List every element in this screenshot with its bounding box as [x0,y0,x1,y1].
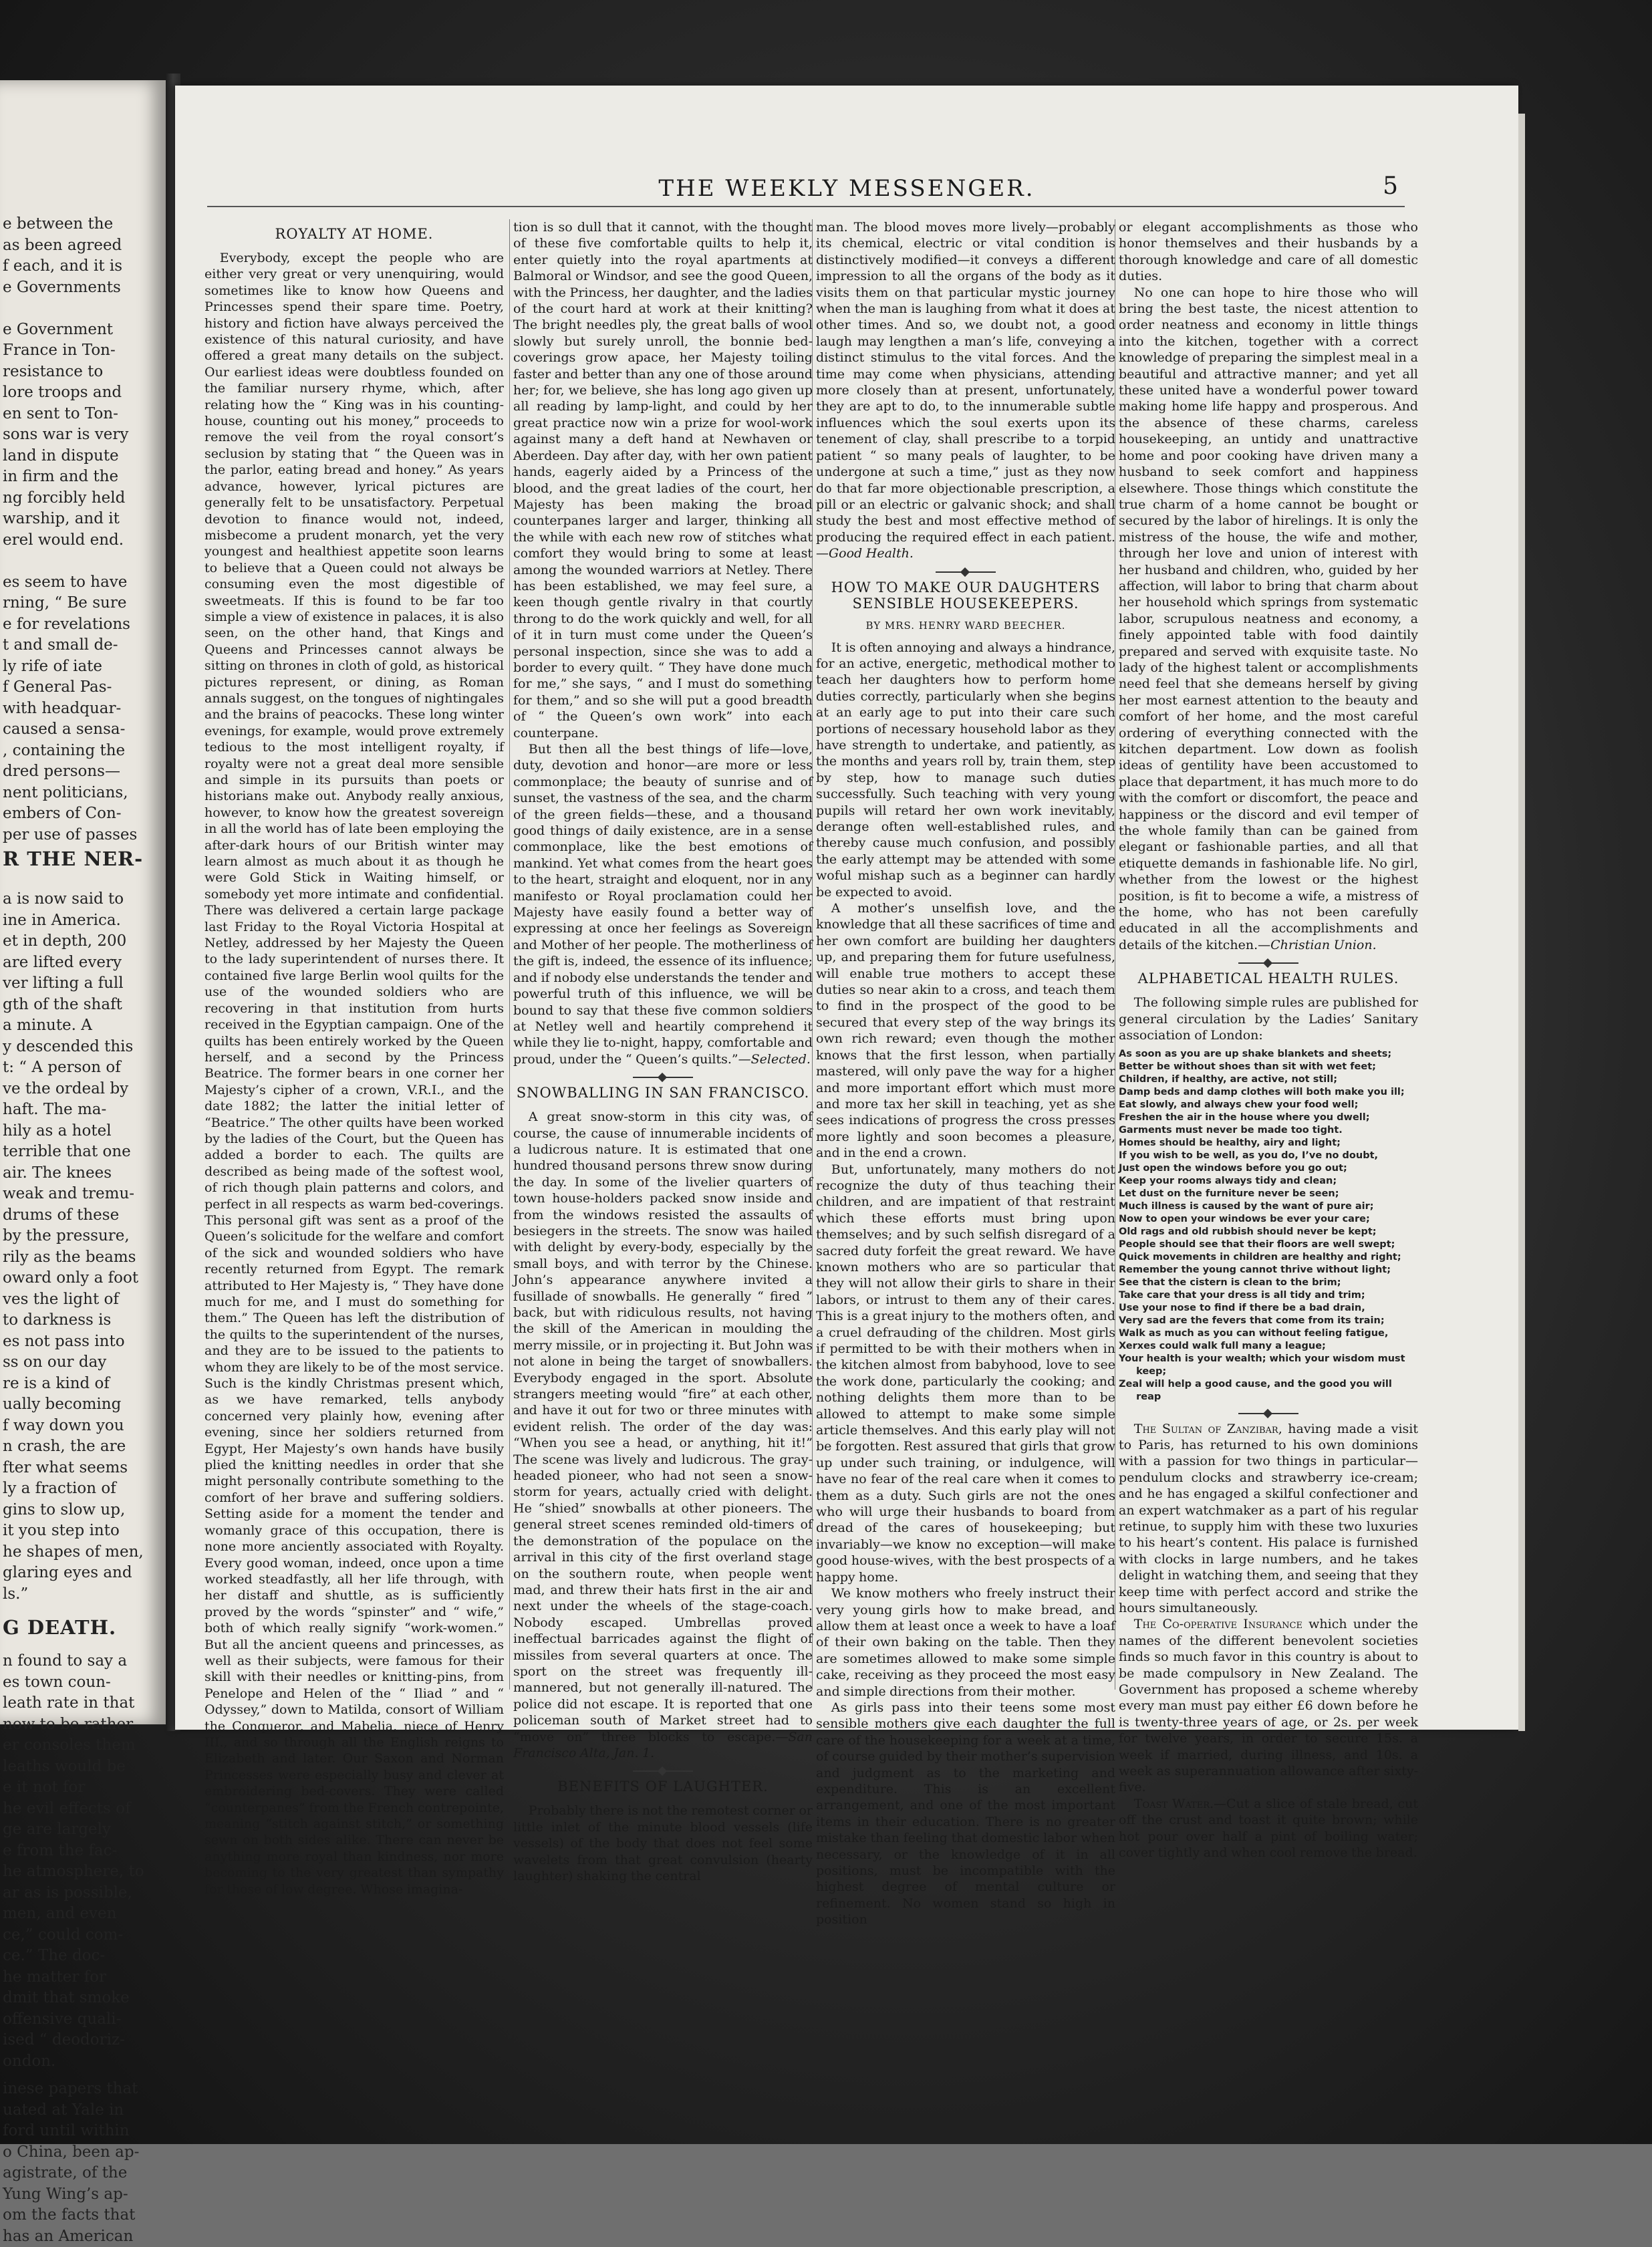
left-fragment-line: uated at Yale in [3,2100,160,2121]
article-body: The following simple rules are published for general circulation by the Ladies’ Sanitary association of London: [1119,995,1418,1043]
left-fragment-line: as been agreed [3,235,160,257]
article-body: Toast Water.—Cut a slice of stale bread, cut off the crust and toast it quite brown; while hot pour over half a pint of boiling water; cover tightly and when cool remove the bread. [1119,1796,1418,1861]
left-fragment-line: dmit that smoke [3,1988,160,2009]
left-fragment-line: rily as the beams [3,1247,160,1269]
left-fragment-line: t and small de- [3,635,160,656]
health-rule: Remember the young cannot thrive without light; [1119,1264,1418,1277]
left-fragment-line: e between the [3,214,160,235]
left-fragment-line: warship, and it [3,509,160,530]
left-fragment-heading-2: G DEATH. [3,1617,160,1639]
left-fragment-line: terrible that one [3,1142,160,1163]
header-rule [207,206,1405,207]
left-fragment-line: en sent to Ton- [3,404,160,425]
left-fragment-line: e Government [3,319,160,341]
left-fragment-line: f General Pas- [3,677,160,698]
left-fragment-line: he matter for [3,1967,160,1988]
left-fragment-line: air. The knees [3,1163,160,1184]
article-credit: San Francisco Alta, Jan. 1. [513,1730,813,1760]
left-fragment-line: fter what seems [3,1458,160,1479]
left-fragment-line: dred persons— [3,761,160,783]
article-body: No one can hope to hire those who will bring the best taste, the nicest attention to order neatness and economy in little things into the kitchen, together with a correct knowledge of preparing the simplest meal in a beautiful and attractive manner; and yet all these united have a wonderful power toward making home life happy and prosperous. And the absence of these charms, careless housekeeping, an untidy and unattractive home and poor cooking have driven many a husband to seek comfort and happiness elsewhere. Those things which constitute the true charm of a home cannot be bought or secured by the labor of hirelings. It is only the mistress of the house, the wife and mother, through her love and union of interest with her husband and children, who, guided by her affection, will labor to bring that charm about her household which springs from systematic labor, scrupulous neatness and economy, a finely appointed table with food daintily prepared and served with exquisite taste. No lady of the highest talent or accomplishments need feel that she demeans herself by giving her most earnest attention to the beauty and comfort of her home, and the most careful ordering of everything connected with the kitchen department. Low down as foolish ideas of gentility have been accustomed to place that department, it has much more to do with the comfort or discomfort, the peace and happiness or the discord and evil temper of the whole family than can be gained from elegant or fashionable parties, and all that etiquette demands in fashionable life. No girl, whether from the lowest or the highest position, is fit to become a wife, a mistress of the home, who has not been carefully educated in all the accomplishments and details of the kitchen.—Christian Union. [1119,285,1418,954]
left-fragment-line: ve the ordeal by [3,1079,160,1100]
left-fragment-line: embers of Con- [3,803,160,825]
left-fragment-line: a is now said to [3,889,160,910]
left-fragment-line: has an American [3,2226,160,2247]
left-fragment-line: ine in America. [3,910,160,932]
left-fragment-line: Yung Wing’s ap- [3,2184,160,2206]
article-body: A great snow-storm in this city was, of course, the cause of innumerable incidents of a ludicrous nature. It is estimated that one hundred thousand persons threw snow during the day. In some of the livelier quarters of town house-holders packed snow inside and from the windows resisted the assaults of besiegers in the streets. The snow was hailed with delight by every-body, especially by the small boys, and with terror by the Chinese. John’s appearance anywhere invited a fusillade of snowballs. He generally “ fired ” back, but with ridiculous results, not having the skill of the American in moulding the merry missile, or in projecting it. But John was not alone in being the target of snowballers. Everybody engaged in the sport. Absolute strangers meeting would “fire” at each other, and have it out for two or three minutes with evident relish. The order of the day was: “When you see a head, or anything, hit it!” The scene was lively and ludicrous. The gray-headed pioneer, who had not seen a snow-storm for years, actually cried with delight. He “shied” snowballs at other pioneers. The general street scenes reminded old-timers of the demonstration of the populace on the arrival in this city of the first overland stage on the southern route, when people went mad, and threw their hats first in the air and next under the wheels of the stage-coach. Nobody escaped. Umbrellas proved ineffectual barricades against the flight of missiles from several quarters at once. The sport on the street was frequently ill-mannered, but not generally ill-natured. The police did not escape. It is reported that one policeman south of Market street had to “move on” three blocks to escape.—San Francisco Alta, Jan. 1. [513,1109,813,1761]
article-separator [633,1077,693,1078]
column-3 [816,219,1115,1690]
article-credit: Christian Union. [1270,938,1377,952]
left-fragment-line: ng forcibly held [3,488,160,509]
left-fragment-line: om the facts that [3,2205,160,2226]
left-fragment-line: now to be rather [3,1714,160,1736]
masthead-title: THE WEEKLY MESSENGER. [175,175,1518,202]
left-fragment-line: et in depth, 200 [3,931,160,952]
article-separator [633,1770,693,1772]
left-fragment-line [3,551,160,572]
column-rule [509,219,510,1690]
left-fragment-line: he atmosphere, to [3,1861,160,1883]
left-fragment-line: it you step into [3,1521,160,1542]
left-fragment-line: land in dispute [3,446,160,467]
health-rule: See that the cistern is clean to the brim; [1119,1277,1418,1289]
left-fragment-line: n found to say a [3,1651,160,1672]
left-fragment-line: are lifted every [3,952,160,974]
article-byline: BY MRS. HENRY WARD BEECHER. [816,620,1115,632]
left-fragment-line: ce.” The doc- [3,1946,160,1967]
left-fragment-line: resistance to [3,362,160,383]
health-rule: Xerxes could walk full many a league; [1119,1340,1418,1353]
left-fragment-line: leaths would be [3,1756,160,1778]
left-fragment-line: caused a sensa- [3,719,160,741]
left-fragment-line: ce,” could com- [3,1925,160,1946]
health-rule: Damp beds and damp clothes will both make you ill; [1119,1086,1418,1099]
left-fragment-line: e Governments [3,277,160,299]
left-fragment-line: ly rife of iate [3,656,160,678]
left-fragment-line: e from the fac- [3,1841,160,1862]
left-fragment-line: e it not for [3,1777,160,1799]
left-fragment-line: ar as is possible, [3,1883,160,1904]
health-rule: Freshen the air in the house where you dwell; [1119,1111,1418,1124]
page-edge [1518,114,1525,1731]
left-fragment-line: , containing the [3,741,160,762]
left-fragment-line: ford until within [3,2121,160,2142]
health-rule: Very sad are the fevers that come from its train; [1119,1315,1418,1327]
left-fragment-line: gins to slow up, [3,1500,160,1521]
health-rule: If you wish to be well, as you do, I’ve no doubt, [1119,1150,1418,1162]
article-separator [1238,1413,1298,1414]
left-fragment-line: gth of the shaft [3,995,160,1016]
left-fragment-line: er consoles them [3,1735,160,1756]
article-body: We know mothers who freely instruct their very young girls how to make bread, and allow them at least once a week to have a loaf of their own baking on the table. Then they are sometimes allowed to make some simple cake, receiving as they proceed the most easy and simple directions from their mother. [816,1585,1115,1700]
health-rule: Better be without shoes than sit with wet feet; [1119,1061,1418,1073]
left-fragment-line: agistrate, of the [3,2163,160,2184]
health-rule: Use your nose to find if there be a bad drain, [1119,1302,1418,1315]
left-fragment-line: ly a fraction of [3,1478,160,1500]
health-rule: Homes should be healthy, airy and light; [1119,1137,1418,1150]
health-rule: Keep your rooms always tidy and clean; [1119,1175,1418,1188]
article-body: The Co-operative Insurance which under the names of the different benevolent societies finds so much favor in this country is about to be made compulsory in New Zealand. The Government has proposed a scheme whereby every man must pay either £6 down before he is twenty-three years of age, or 2s. per week for twelve years, in order to secure 15s. a week if married, during illness, and 10s. a week as superannuation allowance after sixty-five. [1119,1616,1418,1795]
article-body: or elegant accomplishments as those who honor themselves and their husbands by a thorough knowledge and care of all domestic duties. [1119,219,1418,285]
left-fragment-line: y descended this [3,1037,160,1058]
page-number: 5 [1383,172,1398,200]
column-1 [204,219,504,1690]
column-2 [513,219,813,1690]
left-fragment-line: rning, “ Be sure [3,593,160,614]
article-body: man. The blood moves more lively—probably its chemical, electric or vital condition is distinctively modified—it conveys a different impression to all the organs of the body as it visits them on that particular mystic journey when the man is laughing from what it does at other times. And so, we doubt not, a good laugh may lengthen a man’s life, conveying a distinct stimulus to the vital forces. And the time may come when physicians, attending more closely than at present, unfortunately, they are apt to do, to the innumerable subtle influences which the soul exerts upon its tenement of clay, shall prescribe to a torpid patient “ so many peals of laughter, to be undergone at such a time,” just as they now do that far more objectionable prescription, a pill or an electric or galvanic shock; and shall study the best and most effective method of producing the required effect in each patient.—Good Health. [816,219,1115,562]
left-fragment-line: n crash, the are [3,1436,160,1458]
article-body: tion is so dull that it cannot, with the thought of these five comfortable quilts to help it, enter quietly into the royal apartments at Balmoral or Windsor, and see the good Queen, with the Princess, her daughter, and the ladies of the court hard at work at their knitting? The bright needles ply, the great balls of wool slowly but surely unroll, the bonnie bed-coverings grow apace, her Majesty toiling faster and better than any one of those around her; for, we believe, she has long ago given up all reading by lamp-light, and could by her great practice now win a prize for wool-work against many a deft hand at Newhaven or Aberdeen. Day after day, with her own patient hands, eagerly aided by a Princess of the blood, and the great ladies of the court, her Majesty has been making the broad counterpanes larger and larger, thinking all the while with each new row of stitches what comfort they would bring to some at least among the wounded warriors at Netley. There has been established, we may feel sure, a keen though gentle rivalry in that courtly throng to do the work quickly and well, for all of it in turn must come under the Queen’s personal inspection, since she was to add a border to every quilt. “ They have done much for me,” she says, “ and I must do something for them,” and so she will put a good breadth of “ the Queen’s own work” into each counterpane. [513,219,813,741]
left-fragment-line: es seem to have [3,572,160,593]
left-fragment-block-3 [3,1651,160,2072]
health-rule: Your health is your wealth; which your wisdom must keep; [1119,1353,1418,1378]
left-fragment-line: f way down you [3,1416,160,1437]
article-title-laughter: BENEFITS OF LAUGHTER. [513,1778,813,1795]
left-fragment-line: per use of passes [3,825,160,846]
left-fragment-line: weak and tremu- [3,1184,160,1205]
left-fragment-line: drums of these [3,1205,160,1226]
left-fragment-line: a minute. A [3,1015,160,1037]
health-rules-list [1119,1048,1418,1404]
health-rule: Take care that your dress is all tidy and trim; [1119,1289,1418,1302]
health-rule: Garments must never be made too tight. [1119,1124,1418,1137]
health-rule: Quick movements in children are healthy and right; [1119,1251,1418,1264]
left-page-fragment [0,80,166,1724]
article-title-royalty: ROYALTY AT HOME. [204,226,504,242]
left-fragment-line: ls.” [3,1584,160,1605]
health-rule: As soon as you are up shake blankets and sheets; [1119,1048,1418,1061]
left-fragment-line: es town coun- [3,1672,160,1694]
left-fragment-block-4 [3,2079,160,2247]
article-body: Everybody, except the people who are either very great or very unenquiring, would sometimes like to know how Queens and Princesses spend their spare time. Poetry, history and fiction have always perceived the existence of this natural curiosity, and have offered a great many details on the subject. Our earliest ideas were doubtless founded on the familiar nursery rhyme, which, after relating how the “ King was in his counting-house, counting out his money,” proceeds to remove the veil from the royal consort’s seclusion by stating that “ the Queen was in the parlor, eating bread and honey.” As years advance, however, lyrical pictures are generally felt to be unsatisfactory. Perpetual devotion to finance would not, indeed, misbecome a prudent monarch, yet the very youngest and healthiest appetite soon learns to believe that a Queen could not always be consuming even the most digestible of sweetmeats. If this is found to be far too simple a view of existence in palaces, it is also seen, on the other hand, that Kings and Queens and Princesses cannot always be sitting on thrones in cloth of gold, as historical pictures represent, or dining, as Roman annals suggest, on the tongues of nightingales and the brains of peacocks. These long winter evenings, for example, would prove extremely tedious to the most intelligent royalty, if royalty were not a great deal more sensible and simple in its pursuits than poets or historians make out. Anybody really anxious, however, to know how the greatest sovereign in all the world has of late been employing the after-dark hours of our British winter may learn almost as much about it as though he were Gold Stick in Waiting himself, or somebody yet more intimate and confidential. There was delivered a certain large package last Friday to the Royal Victoria Hospital at Netley, addressed by her Majesty the Queen to the lady superintendent of nurses there. It contained five large Berlin wool quilts for the use of the wounded soldiers who are recovering in that institution from hurts received in the Egyptian campaign. One of the quilts has been entirely worked by the Queen herself, and a second by the Princess Beatrice. The former bears in one corner her Majesty’s cipher of a crown, V.R.I., and the date 1882; the latter the initial letter of “Beatrice.” The other quilts have been worked by the ladies of the Court, but the Queen has added a border to each. The quilts are described as being made of the softest wool, of rich though plain patterns and colors, and perfect in all respects as warm bed-coverings. This personal gift was sent as a proof of the Queen’s solicitude for the welfare and comfort of the sick and wounded soldiers who have recently returned from Egypt. The remark attributed to Her Majesty is, “ They have done much for me, and I must do something for them.” The Queen has left the distribution of the quilts to the superintendent of the nurses, and they are to be issued to the patients to whom they are likely to be of the most service. Such is the kindly Christmas present which, as we have remarked, tells anybody concerned very plainly how, evening after evening, since her soldiers returned from Egypt, Her Majesty’s own hands have busily plied the knitting needles in order that she might personally contribute something to the comfort of her brave and suffering soldiers. Setting aside for a moment the tender and womanly grace of this occupation, there is none more anciently associated with Royalty. Every good woman, indeed, once upon a time worked steadfastly, all her life through, with her distaff and shuttle, as is sufficiently proved by the words “spinster” and “ wife,” both of which really signify “work-women.” But all the ancient queens and princesses, as well as their subjects, were famous for their skill with their needles or knitting-pins, from Penelope and Helen of the “ Iliad ” and “ Odyssey,” down to Matilda, consort of William the Conqueror, and Mabelia, niece of Henry III., and so through all the English reigns to Elizabeth and later. Our Saxon and Norman Princesses were especially busy and clever at embroidering bed-covers. They were called “counterpanes” from the French contrepointe, meaning “stitch against stitch,” or something sewn on both sides alike. There can never be anything more royal than kindness, nor more becoming to the very greatest than sympathy for those of low degree. Whose imagina- [204,250,504,1897]
left-fragment-line: ves the light of [3,1289,160,1311]
article-title-daughters: HOW TO MAKE OUR DAUGHTERS SENSIBLE HOUSEKEEPERS. [816,579,1115,612]
left-fragment-line: France in Ton- [3,340,160,362]
left-fragment-line: offensive quali- [3,2009,160,2030]
article-title-health-rules: ALPHABETICAL HEALTH RULES. [1119,970,1418,986]
left-fragment-line: nent politicians, [3,783,160,804]
left-fragment-line: f each, and it is [3,256,160,277]
left-fragment-line: e for revelations [3,614,160,636]
left-fragment-line: ss on our day [3,1352,160,1373]
article-credit: —Selected. [738,1052,811,1067]
left-fragment-line: hily as a hotel [3,1121,160,1142]
left-fragment-line: with headquar- [3,698,160,720]
left-fragment-line: oward only a foot [3,1268,160,1289]
left-fragment-line: inese papers that [3,2079,160,2100]
left-fragment-line: he evil effects of [3,1799,160,1820]
left-fragment-line: leath rate in that [3,1693,160,1714]
left-fragment-line: ondon. [3,2051,160,2073]
health-rule: Much illness is caused by the want of pure air; [1119,1200,1418,1213]
left-fragment-line: o China, been ap- [3,2142,160,2163]
health-rule: Now to open your windows be ever your care; [1119,1213,1418,1226]
left-fragment-block-2 [3,889,160,1605]
article-body: It is often annoying and always a hindrance, for an active, energetic, methodical mother to teach her daughters how to perform home duties correctly, particularly when she begins at an early age to put into their care such portions of necessary household labor as they have strength to undertake, and patiently, as the months and years roll by, train them, step by step, how to manage such duties successfully. Such teaching with very young pupils will retard her own work inevitably, derange often well-established rules, and thereby cause much confusion, and possibly the early attempt may be attended with some woful mishap such as a beginner can hardly be expected to avoid. [816,640,1115,901]
health-rule: Let dust on the furniture never be seen; [1119,1188,1418,1200]
health-rule: Just open the windows before you go out; [1119,1162,1418,1175]
left-fragment-line: sons war is very [3,424,160,446]
left-fragment-line: re is a kind of [3,1373,160,1395]
article-separator [936,571,996,573]
left-fragment-line: ised “ deodoriz- [3,2030,160,2051]
article-body: A mother’s unselfish love, and the knowledge that all these sacrifices of time and her own comfort are building her daughters up, and preparing them for future usefulness, will enable true mothers to accept these duties so near akin to a cross, and teach them to find in the prospect of the good to be secured that every step of the way brings its own rich reward; even though the mother knows that the first lesson, when partially mastered, will only pave the way for a higher and more important effort which must more and more tax her skill in teaching, yet as she sees indications of progress the cross presses more lightly and soon becomes a pleasure, and in the end a crown. [816,900,1115,1162]
left-fragment-line: ver lifting a full [3,973,160,995]
left-fragment-line: lore troops and [3,382,160,404]
health-rule: Eat slowly, and always chew your food well; [1119,1099,1418,1111]
left-fragment-line: he shapes of men, [3,1542,160,1563]
column-4 [1119,219,1418,1690]
health-rule: Zeal will help a good cause, and the good you will reap [1119,1378,1418,1404]
article-credit: Good Health. [829,546,914,561]
article-title-snowballing: SNOWBALLING IN SAN FRANCISCO. [513,1085,813,1101]
left-fragment-line: men, and even [3,1903,160,1925]
article-body: As girls pass into their teens some most sensible mothers give each daughter the full care of the housekeeping for a week at a time, of course guided by their mother’s supervision and judgment as to the marketing and expenditure. This is an excellent arrangement, and one of the most important items in their education. There is no greater mistake than feeling that domestic labor when necessary, or the knowledge of it in all positions, must be incompatible with the highest degree of mental culture or refinement. No women stand so high in position [816,1700,1115,1928]
article-body: Probably there is not the remotest corner or little inlet of the minute blood vessels (life vessels) of the body that does not feel some wavelets from that great convulsion (hearty laughter) shaking the central [513,1803,813,1884]
article-body: But, unfortunately, many mothers do not recognize the duty of thus teaching their children, and are impatient of that restraint which these efforts must bring upon themselves; and by such selfish disregard of a sacred duty forfeit the great reward. We have known mothers who are so particular that they will not allow their girls to share in their labors, or intrust to them any of their cares. This is a great injury to the mothers often, and a cruel defrauding of the children. Most girls if permitted to be with their mothers when in the kitchen almost from babyhood, love to see the work done, particularly the cooking; and nothing delights them more than to be allowed to attempt to make some simple article themselves. And this early play will not be forgotten. Rest assured that girls that grow up under such training, or indulgence, will have no fear of the real care when it comes to them as a duty. Such girls are not the ones who will urge their husbands to board from dread of the cares of housekeeping; but invariably—we know no exception—will make good house-wives, with the best prospects of a happy home. [816,1162,1115,1586]
left-fragment-line: es not pass into [3,1331,160,1353]
health-rule: Walk as much as you can without feeling fatigue, [1119,1327,1418,1340]
left-fragment-line [3,298,160,319]
article-separator [1238,962,1298,964]
left-fragment-line: glaring eyes and [3,1563,160,1584]
left-fragment-line: by the pressure, [3,1226,160,1247]
left-fragment-line: erel would end. [3,530,160,551]
left-fragment-block-1 [3,214,160,845]
left-fragment-line: ually becoming [3,1394,160,1416]
article-body: But then all the best things of life—love, duty, devotion and honor—are more or less commonplace; the beauty of sunrise and of sunset, the vastness of the sea, and the charm of the green fields—these, and a thousand good things of daily existence, are in a sense commonplace, like the best emotions of mankind. Yet what comes from the heart goes to the heart, straight and eloquent, nor in any manifesto or Royal proclamation could her Majesty have easily found a better way of expressing at once her feelings as Sovereign and Mother of her people. The motherliness of the gift is, indeed, the essence of its influence; and if nobody else understands the tender and powerful truth of this influence, we will be bound to say that these five common soldiers at Netley well and heartily comprehend it while they lie to-night, happy, comfortable and proud, under the “ Queen’s quilts.”—Selected. [513,741,813,1067]
health-rule: People should see that their floors are well swept; [1119,1238,1418,1251]
health-rule: Children, if healthy, are active, not still; [1119,1073,1418,1086]
left-fragment-line: ge are largely [3,1819,160,1841]
left-fragment-line: t: “ A person of [3,1057,160,1079]
left-fragment-line: haft. The ma- [3,1099,160,1121]
left-fragment-heading-1: R THE NER- [3,849,160,870]
left-fragment-line: in firm and the [3,467,160,488]
left-fragment-line: to darkness is [3,1310,160,1331]
newspaper-page [175,86,1518,1730]
article-body: The Sultan of Zanzibar, having made a visit to Paris, has returned to his own dominions with a passion for two things in particular—pendulum clocks and strawberry ice-cream; and he has engaged a skilful confectioner and an expert watchmaker as a part of his regular retinue, to supply him with these two luxuries to his heart’s content. His palace is furnished with clocks in large numbers, and he takes delight in watching them, and seeing that they keep time with perfect accord and strike the hours simultaneously. [1119,1421,1418,1617]
health-rule: Old rags and old rubbish should never be kept; [1119,1226,1418,1238]
